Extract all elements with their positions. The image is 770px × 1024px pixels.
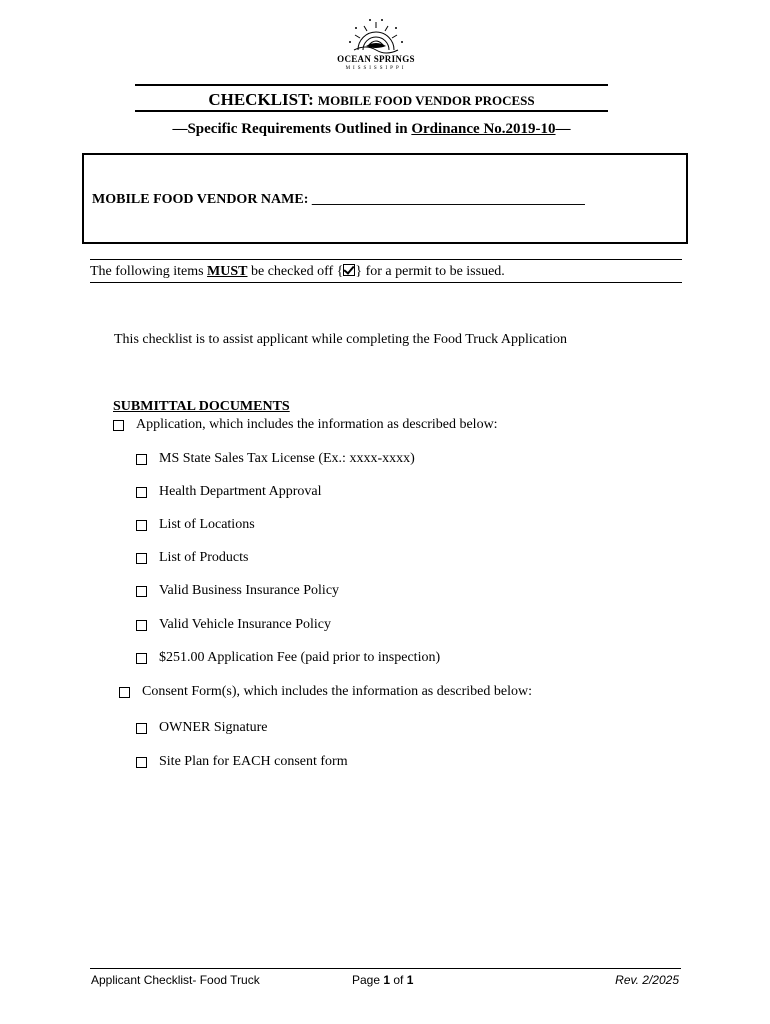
checkbox-icon[interactable] (136, 723, 147, 734)
checkbox-icon[interactable] (136, 454, 147, 465)
vendor-name-field[interactable]: MOBILE FOOD VENDOR NAME: _______________________________________ (92, 192, 585, 207)
spec-prefix: —Specific Requirements Outlined in (172, 121, 412, 137)
checklist-item-label: Valid Vehicle Insurance Policy (159, 617, 331, 632)
checkbox-icon[interactable] (136, 757, 147, 768)
checklist-item-application[interactable] (113, 417, 498, 433)
footer-revision: Rev. 2/2025 (615, 973, 679, 987)
sun-wave-emblem-icon (330, 16, 422, 56)
logo-state-name: MISSISSIPPI (345, 66, 407, 71)
permit-notice (90, 263, 505, 280)
checkbox-icon[interactable] (136, 553, 147, 564)
checklist-subitem[interactable] (136, 583, 339, 599)
checklist-subitem[interactable] (136, 517, 255, 533)
checkbox-icon[interactable] (119, 687, 130, 698)
ordinance-number: Ordinance No.2019-10 (411, 121, 556, 137)
checklist-subitem[interactable] (136, 720, 267, 736)
checklist-item-label: Valid Business Insurance Policy (159, 583, 340, 598)
page-total: 1 (406, 973, 414, 987)
checklist-item-label: List of Products (159, 550, 249, 565)
notice-rule-top (90, 259, 682, 260)
checklist-subitem[interactable] (136, 451, 415, 467)
checklist-item-label: Site Plan for EACH consent form (159, 754, 348, 769)
checklist-item-label: Health Department Approval (159, 484, 322, 499)
intro-text: This checklist is to assist applicant while completing the Food Truck Application (114, 332, 568, 347)
title-rule-bottom (135, 110, 608, 112)
notice-after: } for a permit to be issued. (355, 264, 505, 279)
checkbox-icon[interactable] (136, 520, 147, 531)
checked-box-icon (343, 264, 355, 276)
checklist-subitem[interactable] (136, 550, 248, 566)
checklist-item-label: MS State Sales Tax License (Ex.: xxxx-xxxx) (159, 451, 415, 466)
checklist-item-consent[interactable] (119, 684, 532, 700)
notice-middle: be checked off { (247, 264, 344, 279)
checklist-subitem[interactable] (136, 754, 348, 770)
city-logo (330, 16, 422, 78)
checklist-item-label: OWNER Signature (159, 720, 268, 735)
page-current: 1 (383, 973, 391, 987)
checklist-item-label: $251.00 Application Fee (paid prior to inspection) (159, 650, 441, 665)
section-heading-submittal: SUBMITTAL DOCUMENTS (113, 399, 290, 414)
checklist-subitem[interactable] (136, 484, 322, 500)
notice-rule-bottom (90, 282, 682, 283)
notice-before: The following items (90, 264, 208, 279)
notice-must: MUST (207, 264, 248, 279)
checklist-item-label: Consent Form(s), which includes the information as described below: (142, 684, 532, 699)
checkbox-icon[interactable] (136, 620, 147, 631)
page-of: of (390, 973, 407, 987)
checklist-subitem[interactable] (136, 650, 440, 666)
footer-page-number (352, 973, 413, 987)
footer-rule (90, 968, 681, 969)
title-main: CHECKLIST: (208, 90, 314, 109)
footer-document-name: Applicant Checklist- Food Truck (91, 973, 260, 987)
checkbox-icon[interactable] (136, 586, 147, 597)
title-rule-top (135, 84, 608, 86)
checklist-item-label: List of Locations (159, 517, 255, 532)
page-prefix: Page (352, 973, 384, 987)
title-sub: MOBILE FOOD VENDOR PROCESS (317, 93, 535, 108)
checkbox-icon[interactable] (113, 420, 124, 431)
checklist-item-label: Application, which includes the information as described below: (136, 417, 498, 432)
checklist-subitem[interactable] (136, 617, 331, 633)
ordinance-reference (135, 121, 608, 138)
checkbox-icon[interactable] (136, 487, 147, 498)
logo-city-name: OCEAN SPRINGS (337, 54, 415, 64)
page-title (135, 90, 608, 110)
checkbox-icon[interactable] (136, 653, 147, 664)
spec-suffix: — (555, 121, 571, 137)
